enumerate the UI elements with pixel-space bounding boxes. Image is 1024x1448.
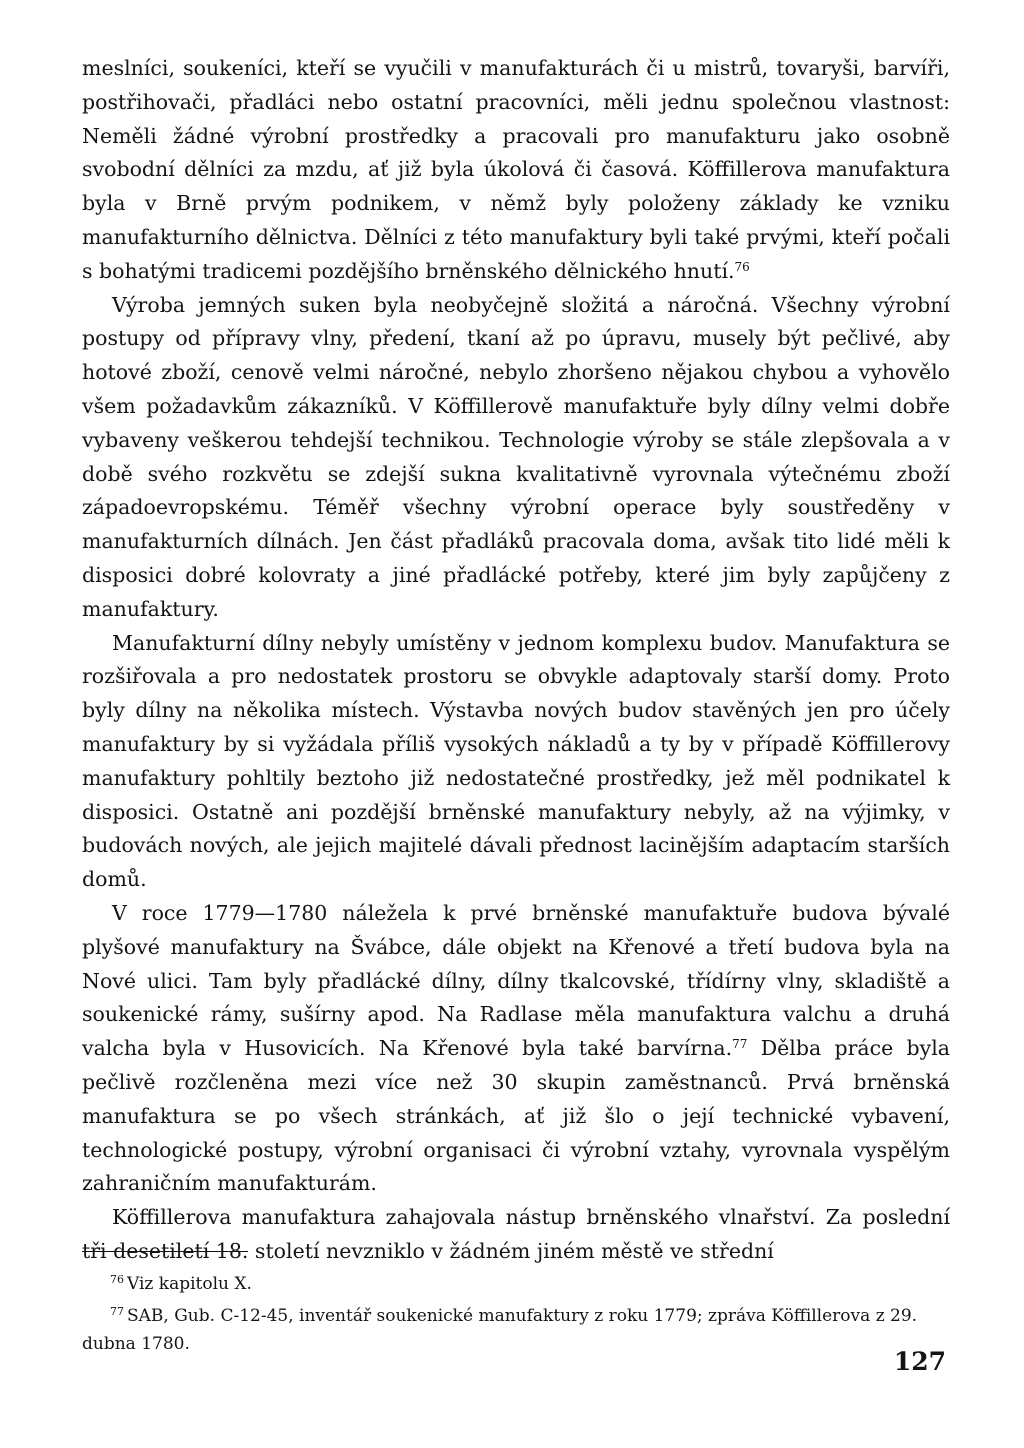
paragraph-1-text: meslníci, soukeníci, kteří se vyučili v manufakturách či u mistrů, tovaryši, barvíři, postřihovači, přadláci nebo ostatní pracovníci, měli jednu společnou vlastnost: Neměli žádné výrobní prostředky a pracovali pro manufakturu jako osobně svobodní dělníci za mzdu, ať již byla úkolová či časová. Köffillerova manufaktura byla v Brně prvým podnikem, v němž byly položeny základy ke vzniku manufakturního dělnictva. Dělníci z této manufaktury byli také prvými, kteří počali s bohatými tradicemi pozdějšího brněnského dělnického hnutí. [82,56,950,283]
footnote-number: 77 [110,1304,124,1318]
paragraph-4-text: V roce 1779—1780 náležela k prvé brněnské manufaktuře budova bývalé plyšové manufaktury na Švábce, dále objekt na Křenové a třetí budova byla na Nové ulici. Tam byly přadlácké dílny, dílny tkalcovské, třídírny vlny, skladiště a soukenické rámy, sušírny apod. Na Radlase měla manufaktura valchu a druhá valcha byla v Husovicích. Na Křenové byla také barvírna. [82,900,950,1061]
page-number: 127 [893,1347,946,1376]
footnotes [82,1270,950,1362]
footnote-text: SAB, Gub. C-12-45, inventář soukenické manufaktury z roku 1779; zpráva Köffillerova z 29. dubna 1780. [82,1306,918,1354]
footnote-divider [82,1251,248,1252]
paragraph-5-text: Köffillerova manufaktura zahajovala nástup brněnského vlnařství. Za poslední tři desetiletí 18. století nevzniklo v žádném jiném městě ve střední [82,1205,950,1263]
footnote-number: 76 [110,1272,124,1286]
footnote-text: Viz kapitolu X. [127,1274,252,1294]
paragraph-2-text: Výroba jemných suken byla neobyčejně složitá a náročná. Všechny výrobní postupy od přípravy vlny, předení, tkaní až po úpravu, musely být pečlivé, aby hotové zboží, cenově velmi náročné, nebylo zhoršeno nějakou chybou a vyhovělo všem požadavkům zákazníků. V Köffillerově manufaktuře byly dílny velmi dobře vybaveny veškerou tehdejší technikou. Technologie výroby se stále zlepšovala a v době svého rozkvětu se zdejší sukna kvalitativně vyrovnala výtečnému zboží západoevropskému. Téměř všechny výrobní operace byly soustředěny v manufakturních dílnách. Jen část přadláků pracovala doma, avšak tito lidé měli k disposici dobré kolovraty a jiné přadlácké potřeby, které jim byly zapůjčeny z manufaktury. [82,292,950,621]
footnote-77 [82,1302,950,1358]
paragraph-3 [82,627,950,897]
paragraph-3-text: Manufakturní dílny nebyly umístěny v jednom komplexu budov. Manufaktura se rozšiřovala a pro nedostatek prostoru se obvykle adaptovaly starší domy. Proto byly dílny na několika místech. Výstavba nových budov stavěných jen pro účely manufaktury by si vyžádala příliš vysokých nákladů a ty by v případě Köffillerovy manufaktury pohltily beztoho již nedostatečné prostředky, jež měl podnikatel k disposici. Ostatně ani pozdější brněnské manufaktury nebyly, až na výjimky, v budovách nových, ale jejich majitelé dávali přednost lacinějším adaptacím starších domů. [82,630,950,892]
paragraph-4-text-after: Dělba práce byla pečlivě rozčleněna mezi více než 30 skupin zaměstnanců. Prvá brněnská manufaktura se po všech stránkách, ať již šlo o její technické vybavení, technologické postupy, výrobní organisaci či výrobní vztahy, vyrovnala vyspělým zahraničním manufakturám. [82,1036,950,1196]
footnote-ref-77[interactable]: 77 [732,1036,748,1051]
paragraph-4 [82,897,950,1201]
paragraph-1 [82,52,950,289]
footnote-ref-76[interactable]: 76 [734,259,750,274]
page-body [82,52,950,1269]
footnote-76 [82,1270,950,1298]
paragraph-2 [82,289,950,627]
paragraph-5 [82,1201,950,1269]
